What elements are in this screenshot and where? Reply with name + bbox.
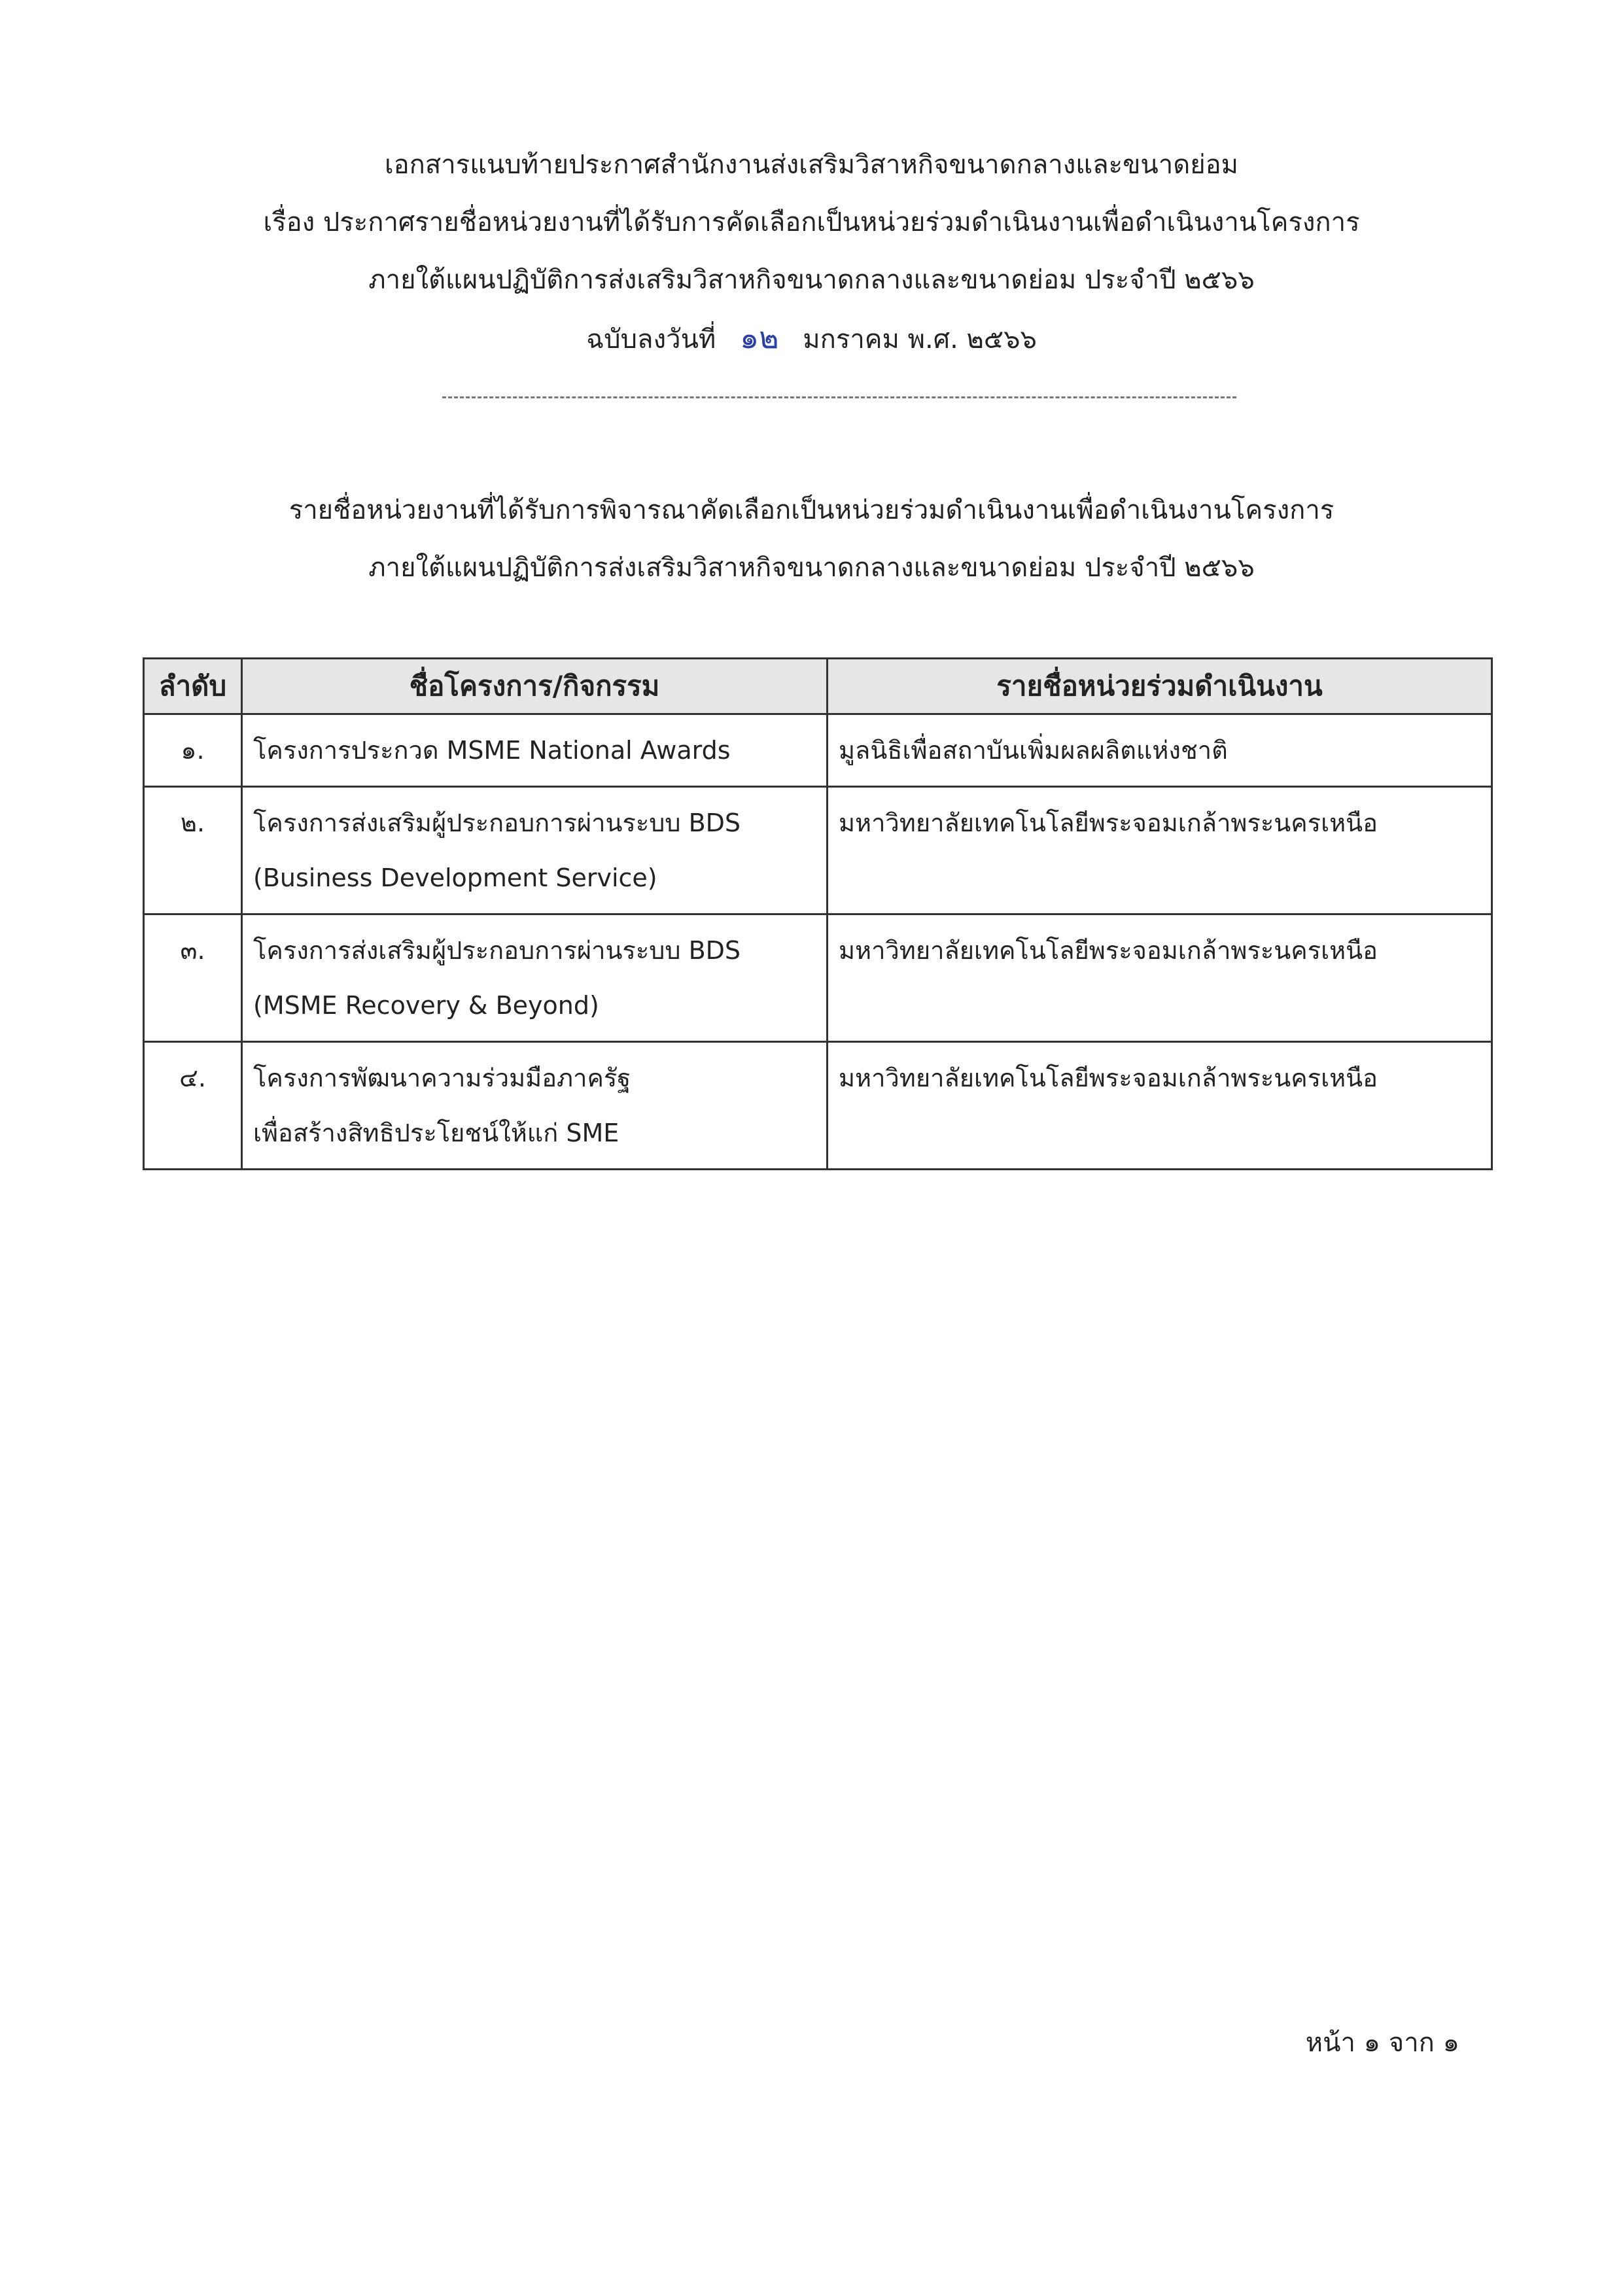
table-row (144, 1042, 1492, 1170)
section-title-line-2: ภายใต้แผนปฏิบัติการส่งเสริมวิสาหกิจขนาดกลางและขนาดย่อม ประจำปี ๒๕๖๖ (368, 553, 1255, 583)
partner-name: มหาวิทยาลัยเทคโนโลยีพระจอมเกล้าพระนครเหนือ (828, 787, 1492, 914)
section-title-line-1: รายชื่อหน่วยงานที่ได้รับการพิจารณาคัดเลือกเป็นหน่วยร่วมดำเนินงานเพื่อดำเนินงานโครงการ (288, 495, 1335, 525)
project-name (242, 914, 828, 1042)
date-day-handwritten: ๑๒ (740, 320, 779, 355)
row-number: ๒. (144, 787, 242, 914)
date-prefix: ฉบับลงวันที่ (586, 324, 716, 355)
table-header-row (144, 659, 1492, 714)
project-name-line-1: โครงการพัฒนาความร่วมมือภาครัฐ (253, 1064, 631, 1092)
project-name (242, 787, 828, 914)
project-name-line-1: โครงการประกวด MSME National Awards (253, 736, 731, 765)
project-name-line-1: โครงการส่งเสริมผู้ประกอบการผ่านระบบ BDS (253, 936, 741, 965)
project-name-line-1: โครงการส่งเสริมผู้ประกอบการผ่านระบบ BDS (253, 809, 741, 837)
project-name-line-2: (Business Development Service) (253, 863, 657, 892)
header-line-3: ภายใต้แผนปฏิบัติการส่งเสริมวิสาหกิจขนาดกลางและขนาดย่อม ประจำปี ๒๕๖๖ (368, 265, 1255, 295)
project-name-line-2: (MSME Recovery & Beyond) (253, 991, 599, 1020)
table-row (144, 914, 1492, 1042)
header-line-2: เรื่อง ประกาศรายชื่อหน่วยงานที่ได้รับการคัดเลือกเป็นหน่วยร่วมดำเนินงานเพื่อดำเนินงานโครงการ (263, 207, 1360, 237)
page-number: หน้า ๑ จาก ๑ (1305, 2028, 1459, 2058)
project-name (242, 714, 828, 787)
projects-table (143, 657, 1493, 1170)
row-number: ๔. (144, 1042, 242, 1170)
partner-name: มหาวิทยาลัยเทคโนโลยีพระจอมเกล้าพระนครเหนือ (828, 1042, 1492, 1170)
header-line-1: เอกสารแนบท้ายประกาศสำนักงานส่งเสริมวิสาหกิจขนาดกลางและขนาดย่อม (384, 150, 1239, 180)
table-row (144, 787, 1492, 914)
header-project-name: ชื่อโครงการ/กิจกรรม (242, 659, 828, 714)
project-name (242, 1042, 828, 1170)
dashed-divider (442, 396, 1236, 398)
date-rest: มกราคม พ.ศ. ๒๕๖๖ (803, 324, 1037, 355)
row-number: ๓. (144, 914, 242, 1042)
header-date-line (0, 318, 1623, 359)
partner-name: มหาวิทยาลัยเทคโนโลยีพระจอมเกล้าพระนครเหนือ (828, 914, 1492, 1042)
table-row (144, 714, 1492, 787)
project-name-line-2: เพื่อสร้างสิทธิประโยชน์ให้แก่ SME (253, 1119, 620, 1147)
header-order: ลำดับ (144, 659, 242, 714)
partner-name: มูลนิธิเพื่อสถาบันเพิ่มผลผลิตแห่งชาติ (828, 714, 1492, 787)
row-number: ๑. (144, 714, 242, 787)
header-partner: รายชื่อหน่วยร่วมดำเนินงาน (828, 659, 1492, 714)
